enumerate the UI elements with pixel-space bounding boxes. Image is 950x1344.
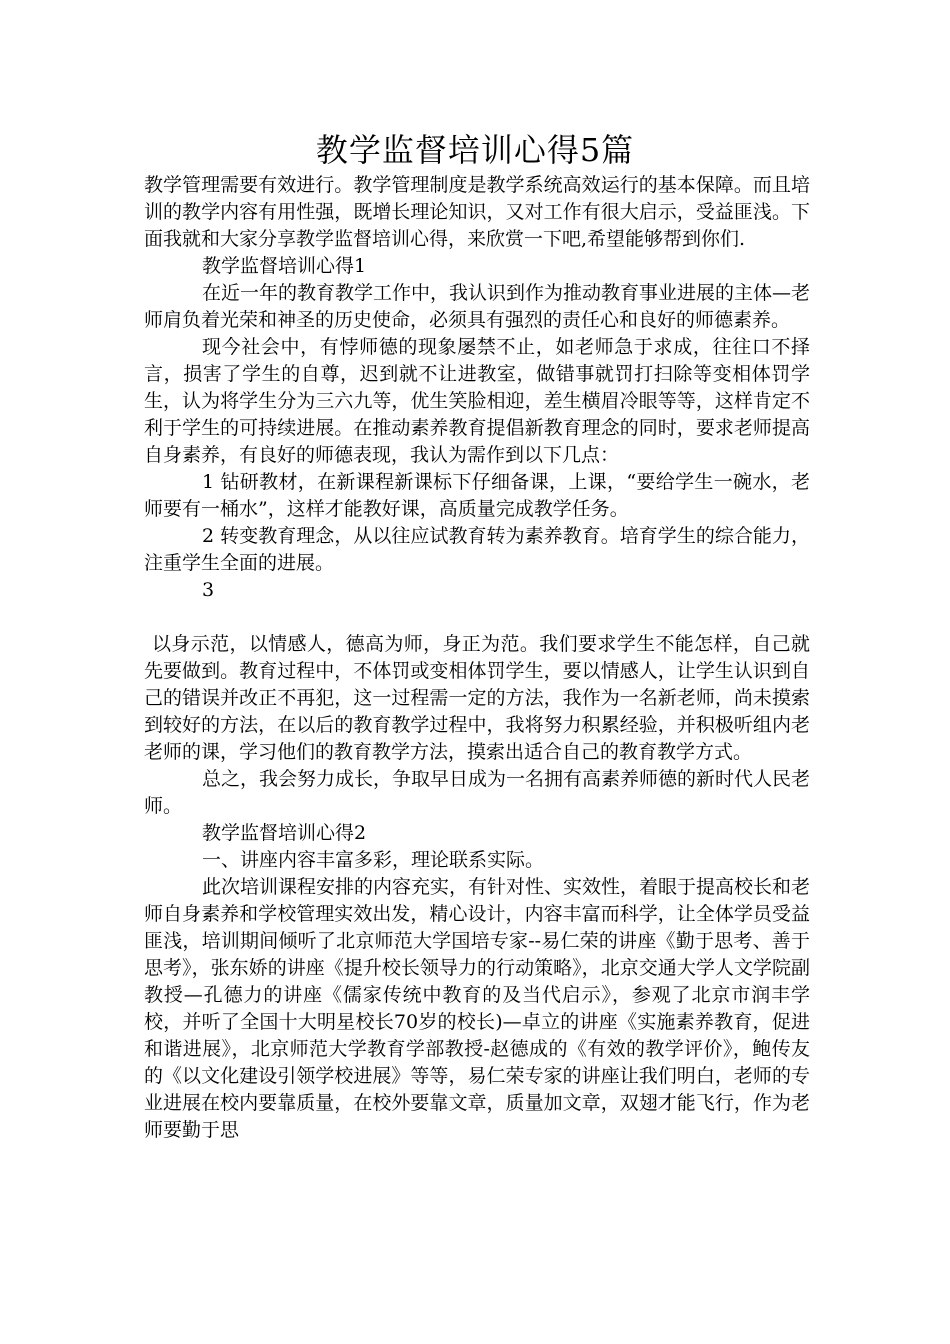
body-paragraph: 此次培训课程安排的内容充实，有针对性、实效性，着眼于提高校长和老师自身素养和学校管理实效出发，精心设计，内容丰富而科学，让全体学员受益匪浅，培训期间倾听了北京师范大学国培专家--易仁荣的讲座《勤于思考、善于思考》，张东娇的讲座《提升校长领导力的行动策略》，北京交通大学人文学院副教授—孔德力的讲座《儒家传统中教育的及当代启示》，参观了北京市润丰学校，并听了全国十大明星校长70岁的校长)—卓立的讲座《实施素养教育，促进和谐进展》，北京师范大学教育学部教授-赵德成的《有效的教学评价》，鲍传友的《以文化建设引领学校进展》等等，易仁荣专家的讲座让我们明白，老师的专业进展在校内要靠质量，在校外要靠文章，质量加文章，双翅才能飞行，作为老师要勤于思 <box>144 876 811 1141</box>
blank-line <box>144 604 810 631</box>
document-body <box>144 172 810 1144</box>
list-item-1: 1 钻研教材，在新课程新课标下仔细备课，上课，“要给学生一碗水，老师要有一桶水”，这样才能教好课，高质量完成教学任务。 <box>144 471 810 520</box>
section-heading-1: 教学监督培训心得1 <box>202 255 367 277</box>
list-item-2: 2 转变教育理念，从以往应试教育转为素养教育。培育学生的综合能力，注重学生全面的进展。 <box>144 525 810 574</box>
subheading: 一、讲座内容丰富多彩，理论联系实际。 <box>202 849 545 871</box>
section-heading-2: 教学监督培训心得2 <box>202 822 367 844</box>
list-item-3-number: 3 <box>202 579 215 601</box>
intro-paragraph: 教学管理需要有效进行。教学管理制度是教学系统高效运行的基本保障。而且培训的教学内容有用性强，既增长理论知识，又对工作有很大启示，受益匪浅。下面我就和大家分享教学监督培训心得，来欣赏一下吧,希望能够帮到你们. <box>144 174 810 250</box>
body-paragraph: 现今社会中，有悖师德的现象屡禁不止，如老师急于求成，往往口不择言，损害了学生的自尊，迟到就不让进教室，做错事就罚打扫除等变相体罚学生，认为将学生分为三六九等，优生笑脸相迎，差生横眉冷眼等等，这样肯定不利于学生的可持续进展。在推动素养教育提倡新教育理念的同时，要求老师提高自身素养，有良好的师德表现，我认为需作到以下几点： <box>144 336 810 466</box>
document-title: 教学监督培训心得5篇 <box>315 131 635 169</box>
body-paragraph: 在近一年的教育教学工作中，我认识到作为推动教育事业进展的主体—老师肩负着光荣和神圣的历史使命，必须具有强烈的责任心和良好的师德素养。 <box>144 282 811 331</box>
list-item-3-text: 以身示范，以情感人，德高为师，身正为范。我们要求学生不能怎样，自己就先要做到。教育过程中，不体罚或变相体罚学生，要以情感人，让学生认识到自己的错误并改正不再犯，这一过程需一定的方法，我作为一名新老师，尚未摸索到较好的方法，在以后的教育教学过程中，我将努力积累经验，并积极听组内老老师的课，学习他们的教育教学方法，摸索出适合自己的教育教学方式。 <box>144 633 810 763</box>
body-paragraph: 总之，我会努力成长，争取早日成为一名拥有高素养师德的新时代人民老师。 <box>144 768 811 817</box>
